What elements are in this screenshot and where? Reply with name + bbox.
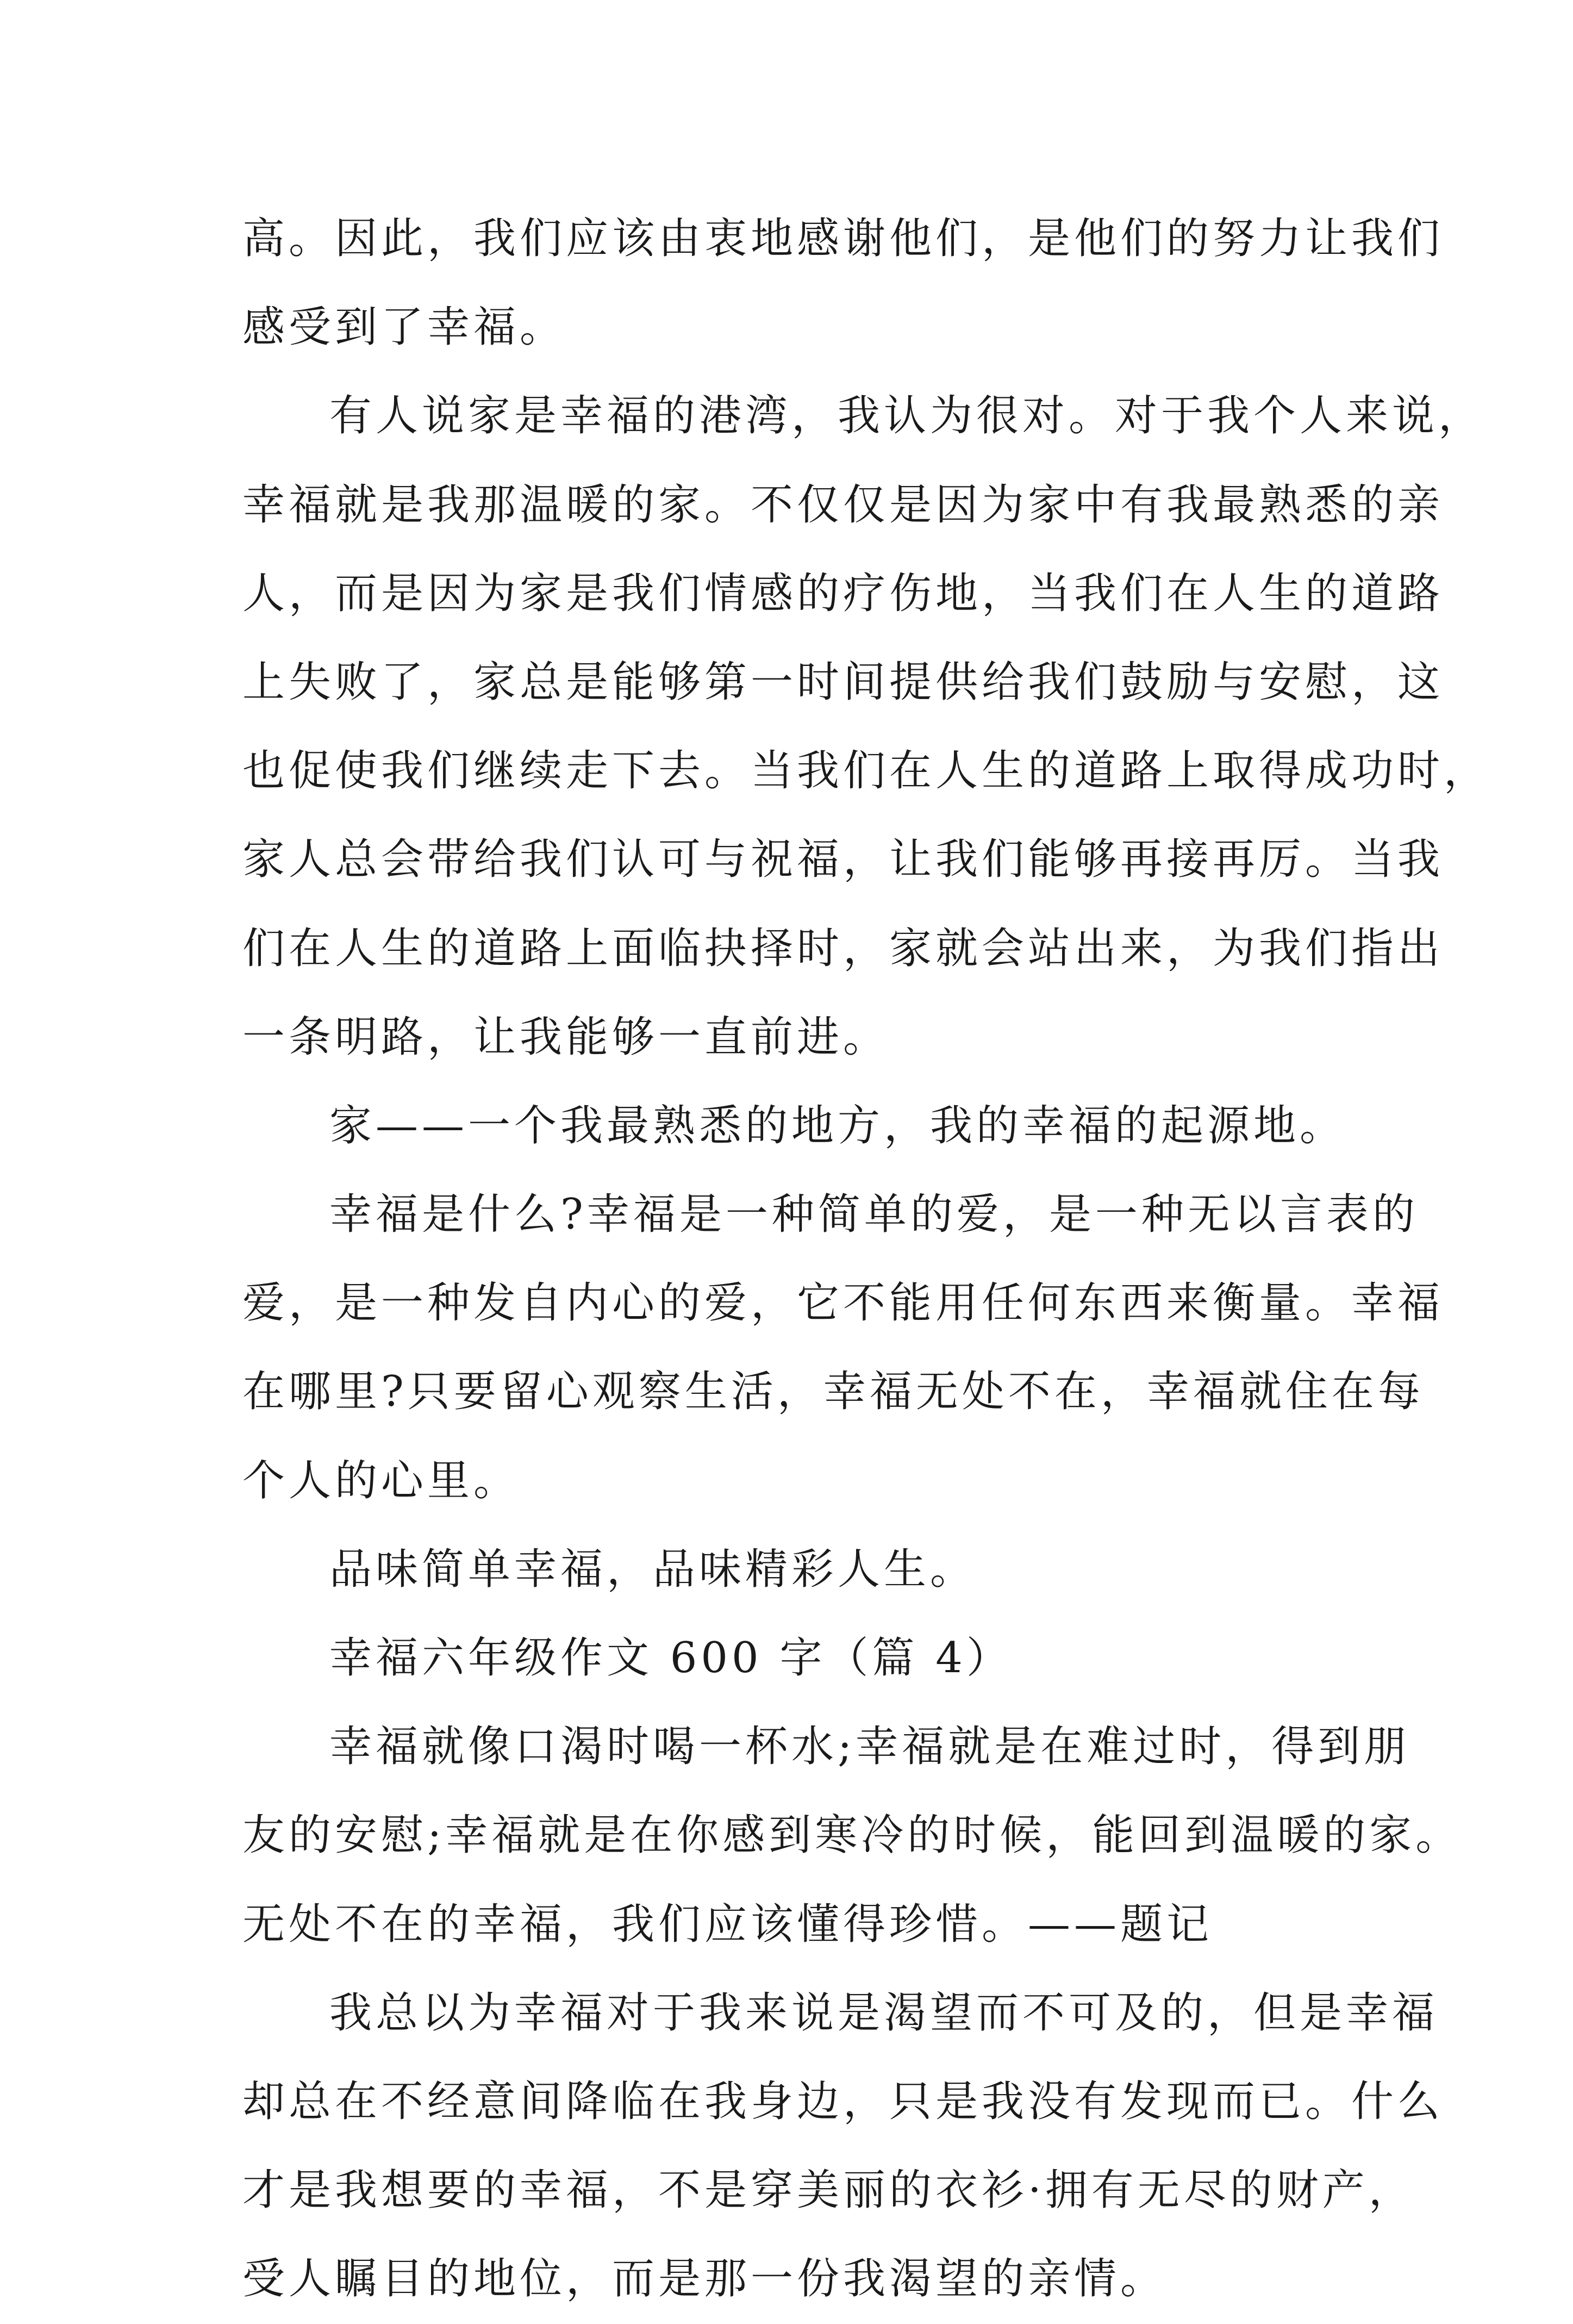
text-line: 我总以为幸福对于我来说是渴望而不可及的，但是幸福 — [329, 1988, 1439, 2038]
text-line: 爱，是一种发自内心的爱，它不能用任何东西来衡量。幸福 — [242, 1279, 1444, 1328]
text-line: 幸福六年级作文 600 字（篇 4） — [329, 1634, 1013, 1683]
text-line: 家人总会带给我们认可与祝福，让我们能够再接再厉。当我 — [242, 835, 1444, 884]
text-line: 有人说家是幸福的港湾，我认为很对。对于我个人来说， — [329, 391, 1485, 441]
text-line: 人，而是因为家是我们情感的疗伤地，当我们在人生的道路 — [242, 569, 1444, 618]
text-line: 感受到了幸福。 — [242, 303, 566, 352]
text-line: 幸福就是我那温暖的家。不仅仅是因为家中有我最熟悉的亲 — [242, 480, 1444, 529]
text-line: 一条明路，让我能够一直前进。 — [242, 1012, 890, 1062]
text-line: 却总在不经意间降临在我身边，只是我没有发现而已。什么 — [242, 2077, 1444, 2126]
text-line: 高。因此，我们应该由衷地感谢他们，是他们的努力让我们 — [242, 214, 1444, 263]
text-line: 们在人生的道路上面临抉择时，家就会站出来，为我们指出 — [242, 924, 1444, 973]
text-line: 友的安慰;幸福就是在你感到寒冷的时候，能回到温暖的家。 — [242, 1811, 1462, 1860]
text-line: 个人的心里。 — [242, 1456, 520, 1505]
essay-body — [242, 195, 1490, 2324]
text-line: 无处不在的幸福，我们应该懂得珍惜。——题记 — [242, 1899, 1213, 1949]
text-line: 品味简单幸福，品味精彩人生。 — [329, 1544, 977, 1594]
text-line: 才是我想要的幸福，不是穿美丽的衣衫·拥有无尽的财产， — [242, 2166, 1415, 2215]
text-line: 上失败了，家总是能够第一时间提供给我们鼓励与安慰，这 — [242, 657, 1444, 707]
text-line: 家——一个我最熟悉的地方，我的幸福的起源地。 — [329, 1101, 1346, 1150]
text-line: 在哪里?只要留心观察生活，幸福无处不在，幸福就住在每 — [242, 1367, 1424, 1417]
text-line: 幸福是什么?幸福是一种简单的爱，是一种无以言表的 — [329, 1190, 1419, 1239]
text-line: 幸福就像口渴时喝一杯水;幸福就是在难过时，得到朋 — [329, 1722, 1410, 1772]
text-line: 也促使我们继续走下去。当我们在人生的道路上取得成功时， — [242, 746, 1490, 796]
text-line: 受人瞩目的地位，而是那一份我渴望的亲情。 — [242, 2254, 1167, 2304]
